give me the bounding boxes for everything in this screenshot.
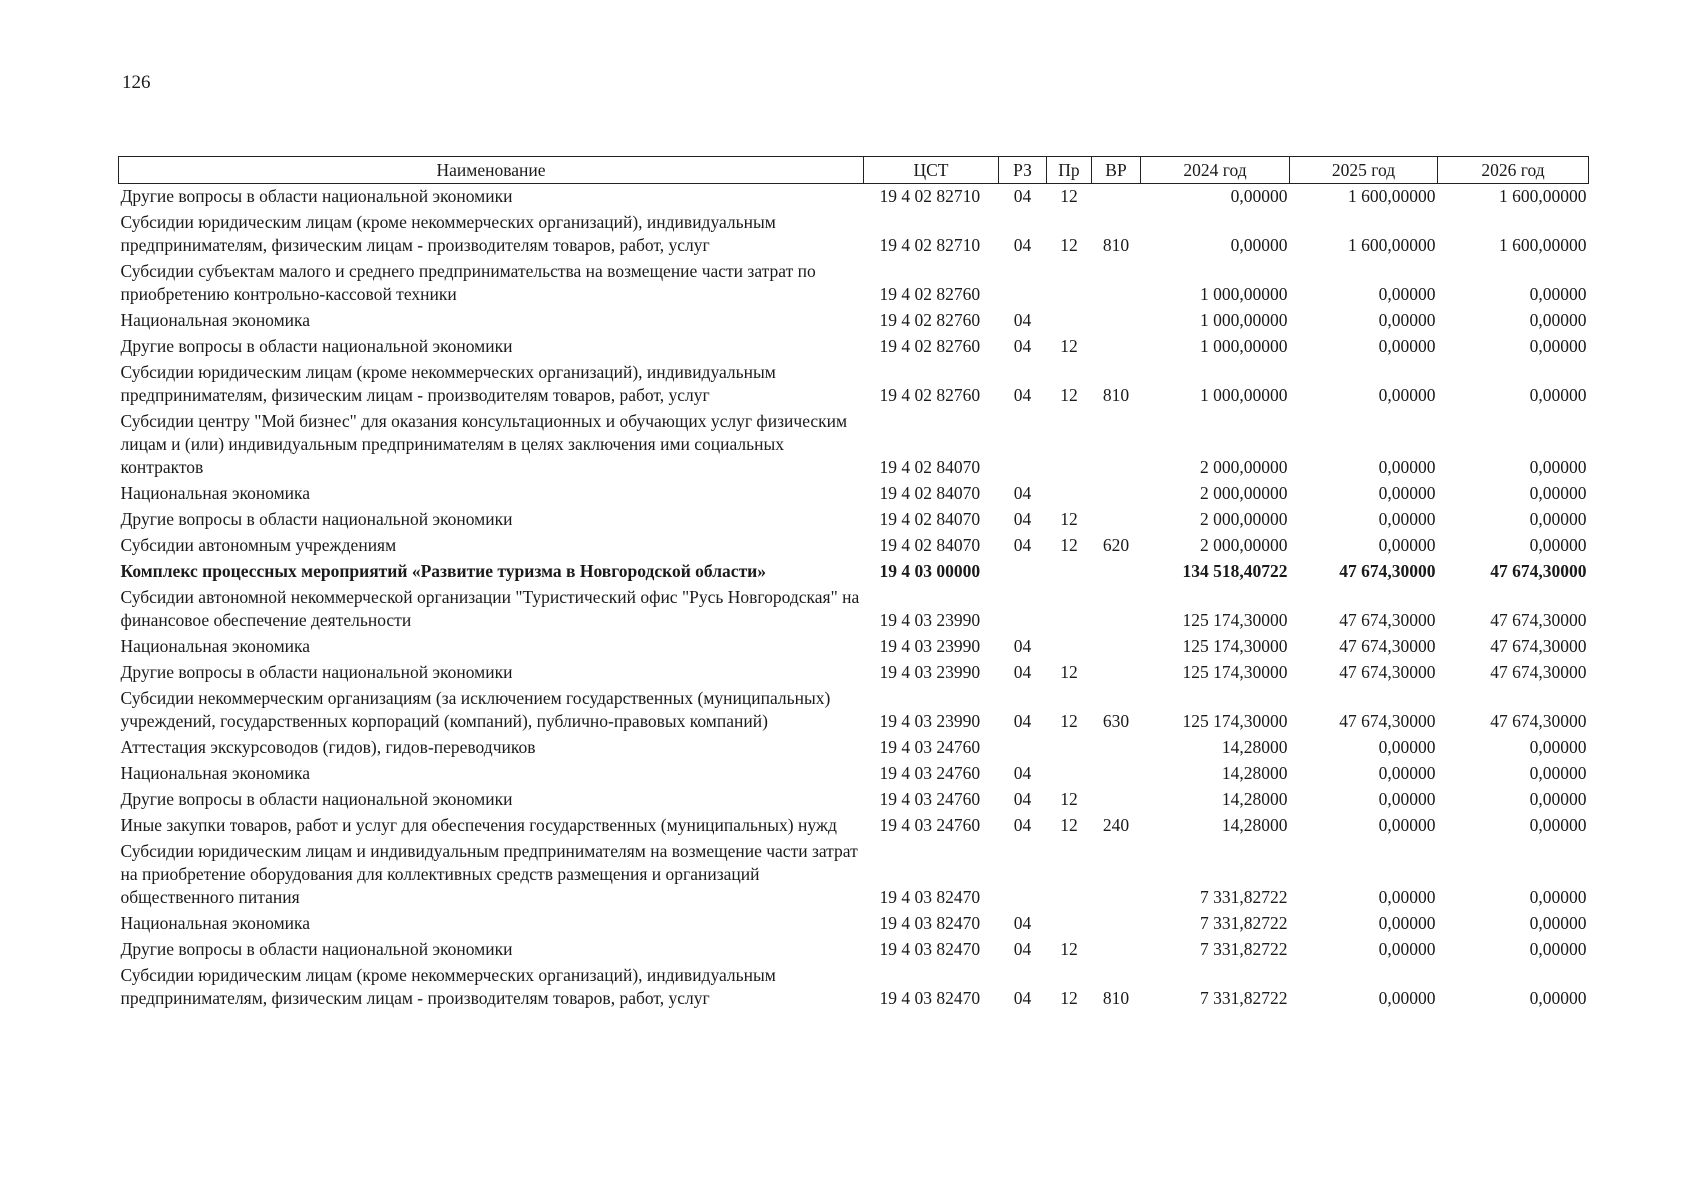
cell-2026: 0,00000 [1529, 988, 1587, 1008]
cell-cst: 19 4 02 84070 [879, 509, 981, 529]
header-vr: ВР [1092, 157, 1141, 184]
table-row [119, 559, 1589, 585]
cell-pr: 12 [1060, 988, 1078, 1008]
cell-2025: 0,00000 [1378, 509, 1436, 529]
table-row [119, 813, 1589, 839]
cell-name: Национальная экономика [120, 763, 311, 783]
cell-2024: 1 000,00000 [1200, 284, 1288, 304]
cell-vr [1092, 735, 1141, 761]
cell-name: Национальная экономика [120, 913, 311, 933]
cell-rz [999, 735, 1047, 761]
cell-pr [1047, 839, 1092, 911]
cell-rz: 04 [1013, 815, 1032, 835]
cell-vr [1092, 259, 1141, 308]
cell-rz: 04 [1013, 636, 1032, 656]
cell-cst: 19 4 03 00000 [879, 561, 981, 581]
cell-rz: 04 [1013, 535, 1032, 555]
cell-pr: 12 [1060, 789, 1078, 809]
cell-name: Национальная экономика [120, 636, 311, 656]
header-2024: 2024 год [1141, 157, 1290, 184]
cell-2024: 14,28000 [1221, 737, 1288, 757]
cell-rz: 04 [1013, 988, 1032, 1008]
cell-cst: 19 4 03 82470 [879, 939, 981, 959]
cell-2025: 0,00000 [1378, 763, 1436, 783]
cell-2024: 2 000,00000 [1200, 535, 1288, 555]
cell-name: Другие вопросы в области национальной экономики [120, 336, 513, 356]
cell-rz: 04 [1013, 310, 1032, 330]
cell-cst: 19 4 03 23990 [879, 662, 981, 682]
cell-rz [999, 259, 1047, 308]
cell-2025: 0,00000 [1378, 913, 1436, 933]
cell-rz: 04 [1013, 235, 1032, 255]
cell-pr: 12 [1060, 336, 1078, 356]
cell-2024: 14,28000 [1221, 789, 1288, 809]
cell-2025: 0,00000 [1378, 535, 1436, 555]
cell-pr [1047, 259, 1092, 308]
cell-2025: 1 600,00000 [1348, 186, 1436, 206]
cell-cst: 19 4 03 23990 [879, 636, 981, 656]
cell-name: Субсидии некоммерческим организациям (за исключением государственных (муниципальных) учреждений, государственных корпораций (компаний), публично-правовых компаний) [120, 688, 831, 731]
cell-rz: 04 [1013, 186, 1032, 206]
cell-pr: 12 [1060, 509, 1078, 529]
table-row [119, 911, 1589, 937]
header-2025: 2025 год [1290, 157, 1438, 184]
cell-name: Субсидии юридическим лицам (кроме некоммерческих организаций), индивидуальным предпринимателям, физическим лицам - производителям товаров, работ, услуг [120, 212, 776, 255]
cell-2024: 125 174,30000 [1182, 636, 1288, 656]
cell-vr: 240 [1102, 815, 1130, 835]
cell-pr [1047, 481, 1092, 507]
cell-2026: 47 674,30000 [1490, 636, 1587, 656]
cell-2024: 0,00000 [1230, 186, 1288, 206]
cell-vr [1092, 184, 1141, 211]
cell-vr [1092, 787, 1141, 813]
cell-pr: 12 [1060, 939, 1078, 959]
cell-vr: 630 [1102, 711, 1130, 731]
cell-cst: 19 4 03 24760 [879, 789, 981, 809]
cell-2024: 7 331,82722 [1200, 939, 1288, 959]
cell-2025: 0,00000 [1378, 385, 1436, 405]
cell-2026: 0,00000 [1529, 284, 1587, 304]
cell-name: Иные закупки товаров, работ и услуг для обеспечения государственных (муниципальных) нужд [120, 815, 837, 835]
cell-rz: 04 [1013, 336, 1032, 356]
table-row [119, 761, 1589, 787]
cell-pr [1047, 409, 1092, 481]
cell-pr: 12 [1060, 385, 1078, 405]
cell-2026: 47 674,30000 [1490, 561, 1587, 581]
cell-2024: 7 331,82722 [1200, 887, 1288, 907]
cell-2025: 0,00000 [1378, 988, 1436, 1008]
cell-pr: 12 [1060, 815, 1078, 835]
cell-cst: 19 4 03 82470 [879, 887, 981, 907]
cell-name: Субсидии автономным учреждениям [120, 535, 397, 555]
cell-pr: 12 [1060, 535, 1078, 555]
cell-vr: 620 [1102, 535, 1130, 555]
cell-cst: 19 4 02 82760 [879, 336, 981, 356]
cell-name: Другие вопросы в области национальной экономики [120, 186, 513, 206]
cell-pr: 12 [1060, 711, 1078, 731]
cell-2026: 47 674,30000 [1490, 662, 1587, 682]
table-row [119, 308, 1589, 334]
cell-2024: 2 000,00000 [1200, 509, 1288, 529]
cell-pr [1047, 585, 1092, 634]
cell-cst: 19 4 02 82710 [879, 186, 981, 206]
table-row [119, 937, 1589, 963]
cell-2025: 47 674,30000 [1339, 636, 1436, 656]
cell-pr: 12 [1060, 662, 1078, 682]
cell-pr [1047, 761, 1092, 787]
cell-cst: 19 4 02 82760 [879, 284, 981, 304]
cell-rz [999, 585, 1047, 634]
cell-2026: 0,00000 [1529, 815, 1587, 835]
cell-cst: 19 4 03 24760 [879, 763, 981, 783]
header-rz: РЗ [999, 157, 1047, 184]
cell-cst: 19 4 03 82470 [879, 988, 981, 1008]
header-name: Наименование [119, 157, 864, 184]
cell-2026: 0,00000 [1529, 763, 1587, 783]
cell-vr [1092, 839, 1141, 911]
cell-rz: 04 [1013, 789, 1032, 809]
cell-vr [1092, 409, 1141, 481]
page-number: 126 [122, 72, 151, 93]
cell-vr: 810 [1102, 988, 1130, 1008]
header-pr: Пр [1047, 157, 1092, 184]
table-body [119, 184, 1589, 1013]
cell-vr [1092, 559, 1141, 585]
cell-2026: 1 600,00000 [1499, 186, 1587, 206]
table-row [119, 409, 1589, 481]
cell-cst: 19 4 02 84070 [879, 457, 981, 477]
cell-2025: 47 674,30000 [1339, 711, 1436, 731]
table-row [119, 507, 1589, 533]
cell-rz: 04 [1013, 913, 1032, 933]
cell-2025: 0,00000 [1378, 789, 1436, 809]
cell-2025: 0,00000 [1378, 336, 1436, 356]
cell-2024: 7 331,82722 [1200, 913, 1288, 933]
budget-table [118, 156, 1589, 1012]
table-row [119, 585, 1589, 634]
cell-name: Другие вопросы в области национальной экономики [120, 789, 513, 809]
cell-pr [1047, 735, 1092, 761]
cell-2025: 0,00000 [1378, 815, 1436, 835]
cell-rz: 04 [1013, 483, 1032, 503]
cell-2026: 0,00000 [1529, 535, 1587, 555]
cell-2024: 1 000,00000 [1200, 336, 1288, 356]
cell-pr [1047, 911, 1092, 937]
table-row [119, 533, 1589, 559]
cell-name: Комплекс процессных мероприятий «Развитие туризма в Новгородской области» [120, 561, 766, 581]
cell-2024: 1 000,00000 [1200, 310, 1288, 330]
cell-rz: 04 [1013, 711, 1032, 731]
cell-rz: 04 [1013, 662, 1032, 682]
cell-cst: 19 4 02 82760 [879, 310, 981, 330]
cell-2024: 2 000,00000 [1200, 483, 1288, 503]
cell-2026: 0,00000 [1529, 310, 1587, 330]
cell-name: Другие вопросы в области национальной экономики [120, 509, 513, 529]
cell-2025: 0,00000 [1378, 737, 1436, 757]
cell-2024: 1 000,00000 [1200, 385, 1288, 405]
table-row [119, 210, 1589, 259]
cell-name: Субсидии центру "Мой бизнес" для оказания консультационных и обучающих услуг физическим лицам и (или) индивидуальным предпринимателям в целях заключения ими социальных контрактов [120, 411, 848, 477]
table-row [119, 735, 1589, 761]
cell-2026: 1 600,00000 [1499, 235, 1587, 255]
cell-2026: 0,00000 [1529, 789, 1587, 809]
cell-name: Субсидии юридическим лицам (кроме некоммерческих организаций), индивидуальным предпринимателям, физическим лицам - производителям товаров, работ, услуг [120, 965, 776, 1008]
table-row [119, 184, 1589, 211]
table-row [119, 360, 1589, 409]
cell-vr [1092, 911, 1141, 937]
cell-2024: 7 331,82722 [1200, 988, 1288, 1008]
cell-pr [1047, 308, 1092, 334]
cell-2026: 0,00000 [1529, 939, 1587, 959]
cell-2026: 0,00000 [1529, 385, 1587, 405]
cell-2025: 0,00000 [1378, 887, 1436, 907]
cell-2026: 47 674,30000 [1490, 711, 1587, 731]
table-row [119, 259, 1589, 308]
cell-name: Субсидии автономной некоммерческой организации "Туристический офис "Русь Новгородская" на финансовое обеспечение деятельности [120, 587, 860, 630]
cell-vr: 810 [1102, 385, 1130, 405]
cell-name: Субсидии юридическим лицам и индивидуальным предпринимателям на возмещение части затрат на приобретение оборудования для коллективных средств размещения и организаций общественного питания [120, 841, 858, 907]
cell-rz: 04 [1013, 385, 1032, 405]
cell-name: Национальная экономика [120, 310, 311, 330]
cell-cst: 19 4 03 24760 [879, 815, 981, 835]
cell-2024: 125 174,30000 [1182, 711, 1288, 731]
cell-2024: 134 518,40722 [1182, 561, 1288, 581]
cell-vr [1092, 585, 1141, 634]
header-cst: ЦСТ [864, 157, 999, 184]
cell-cst: 19 4 03 23990 [879, 711, 981, 731]
cell-vr [1092, 761, 1141, 787]
cell-pr [1047, 634, 1092, 660]
cell-2024: 14,28000 [1221, 763, 1288, 783]
cell-2026: 0,00000 [1529, 913, 1587, 933]
cell-cst: 19 4 03 23990 [879, 610, 981, 630]
header-2026: 2026 год [1438, 157, 1589, 184]
cell-name: Аттестация экскурсоводов (гидов), гидов-переводчиков [120, 737, 536, 757]
cell-2026: 0,00000 [1529, 887, 1587, 907]
table-row [119, 839, 1589, 911]
cell-vr [1092, 937, 1141, 963]
cell-pr: 12 [1060, 235, 1078, 255]
cell-vr [1092, 334, 1141, 360]
cell-cst: 19 4 02 82760 [879, 385, 981, 405]
cell-vr [1092, 634, 1141, 660]
table-row [119, 481, 1589, 507]
cell-2024: 125 174,30000 [1182, 662, 1288, 682]
cell-2024: 2 000,00000 [1200, 457, 1288, 477]
header-row [119, 157, 1589, 184]
cell-name: Субсидии юридическим лицам (кроме некоммерческих организаций), индивидуальным предпринимателям, физическим лицам - производителям товаров, работ, услуг [120, 362, 776, 405]
cell-rz: 04 [1013, 509, 1032, 529]
table-row [119, 334, 1589, 360]
cell-pr: 12 [1060, 186, 1078, 206]
cell-2026: 0,00000 [1529, 457, 1587, 477]
cell-2025: 0,00000 [1378, 310, 1436, 330]
cell-cst: 19 4 03 24760 [879, 737, 981, 757]
cell-cst: 19 4 02 84070 [879, 483, 981, 503]
cell-2025: 1 600,00000 [1348, 235, 1436, 255]
cell-2026: 0,00000 [1529, 483, 1587, 503]
cell-2026: 0,00000 [1529, 336, 1587, 356]
cell-rz: 04 [1013, 939, 1032, 959]
cell-name: Другие вопросы в области национальной экономики [120, 662, 513, 682]
cell-cst: 19 4 02 84070 [879, 535, 981, 555]
cell-cst: 19 4 02 82710 [879, 235, 981, 255]
cell-vr [1092, 507, 1141, 533]
cell-2025: 0,00000 [1378, 457, 1436, 477]
cell-rz [999, 409, 1047, 481]
cell-2024: 14,28000 [1221, 815, 1288, 835]
table-row [119, 963, 1589, 1012]
cell-2026: 47 674,30000 [1490, 610, 1587, 630]
cell-name: Субсидии субъектам малого и среднего предпринимательства на возмещение части затрат по приобретению контрольно-кассовой техники [120, 261, 816, 304]
cell-cst: 19 4 03 82470 [879, 913, 981, 933]
cell-vr: 810 [1102, 235, 1130, 255]
cell-2025: 47 674,30000 [1339, 662, 1436, 682]
cell-vr [1092, 481, 1141, 507]
cell-name: Другие вопросы в области национальной экономики [120, 939, 513, 959]
cell-rz [999, 839, 1047, 911]
cell-2024: 0,00000 [1230, 235, 1288, 255]
cell-rz: 04 [1013, 763, 1032, 783]
cell-2025: 47 674,30000 [1339, 561, 1436, 581]
cell-pr [1047, 559, 1092, 585]
cell-vr [1092, 660, 1141, 686]
cell-2026: 0,00000 [1529, 509, 1587, 529]
cell-2024: 125 174,30000 [1182, 610, 1288, 630]
cell-rz [999, 559, 1047, 585]
table-row [119, 686, 1589, 735]
table-row [119, 660, 1589, 686]
cell-2025: 0,00000 [1378, 939, 1436, 959]
cell-2026: 0,00000 [1529, 737, 1587, 757]
cell-2025: 0,00000 [1378, 483, 1436, 503]
cell-name: Национальная экономика [120, 483, 311, 503]
cell-vr [1092, 308, 1141, 334]
cell-2025: 47 674,30000 [1339, 610, 1436, 630]
cell-2025: 0,00000 [1378, 284, 1436, 304]
table-header [119, 157, 1589, 184]
table-row [119, 787, 1589, 813]
table-row [119, 634, 1589, 660]
